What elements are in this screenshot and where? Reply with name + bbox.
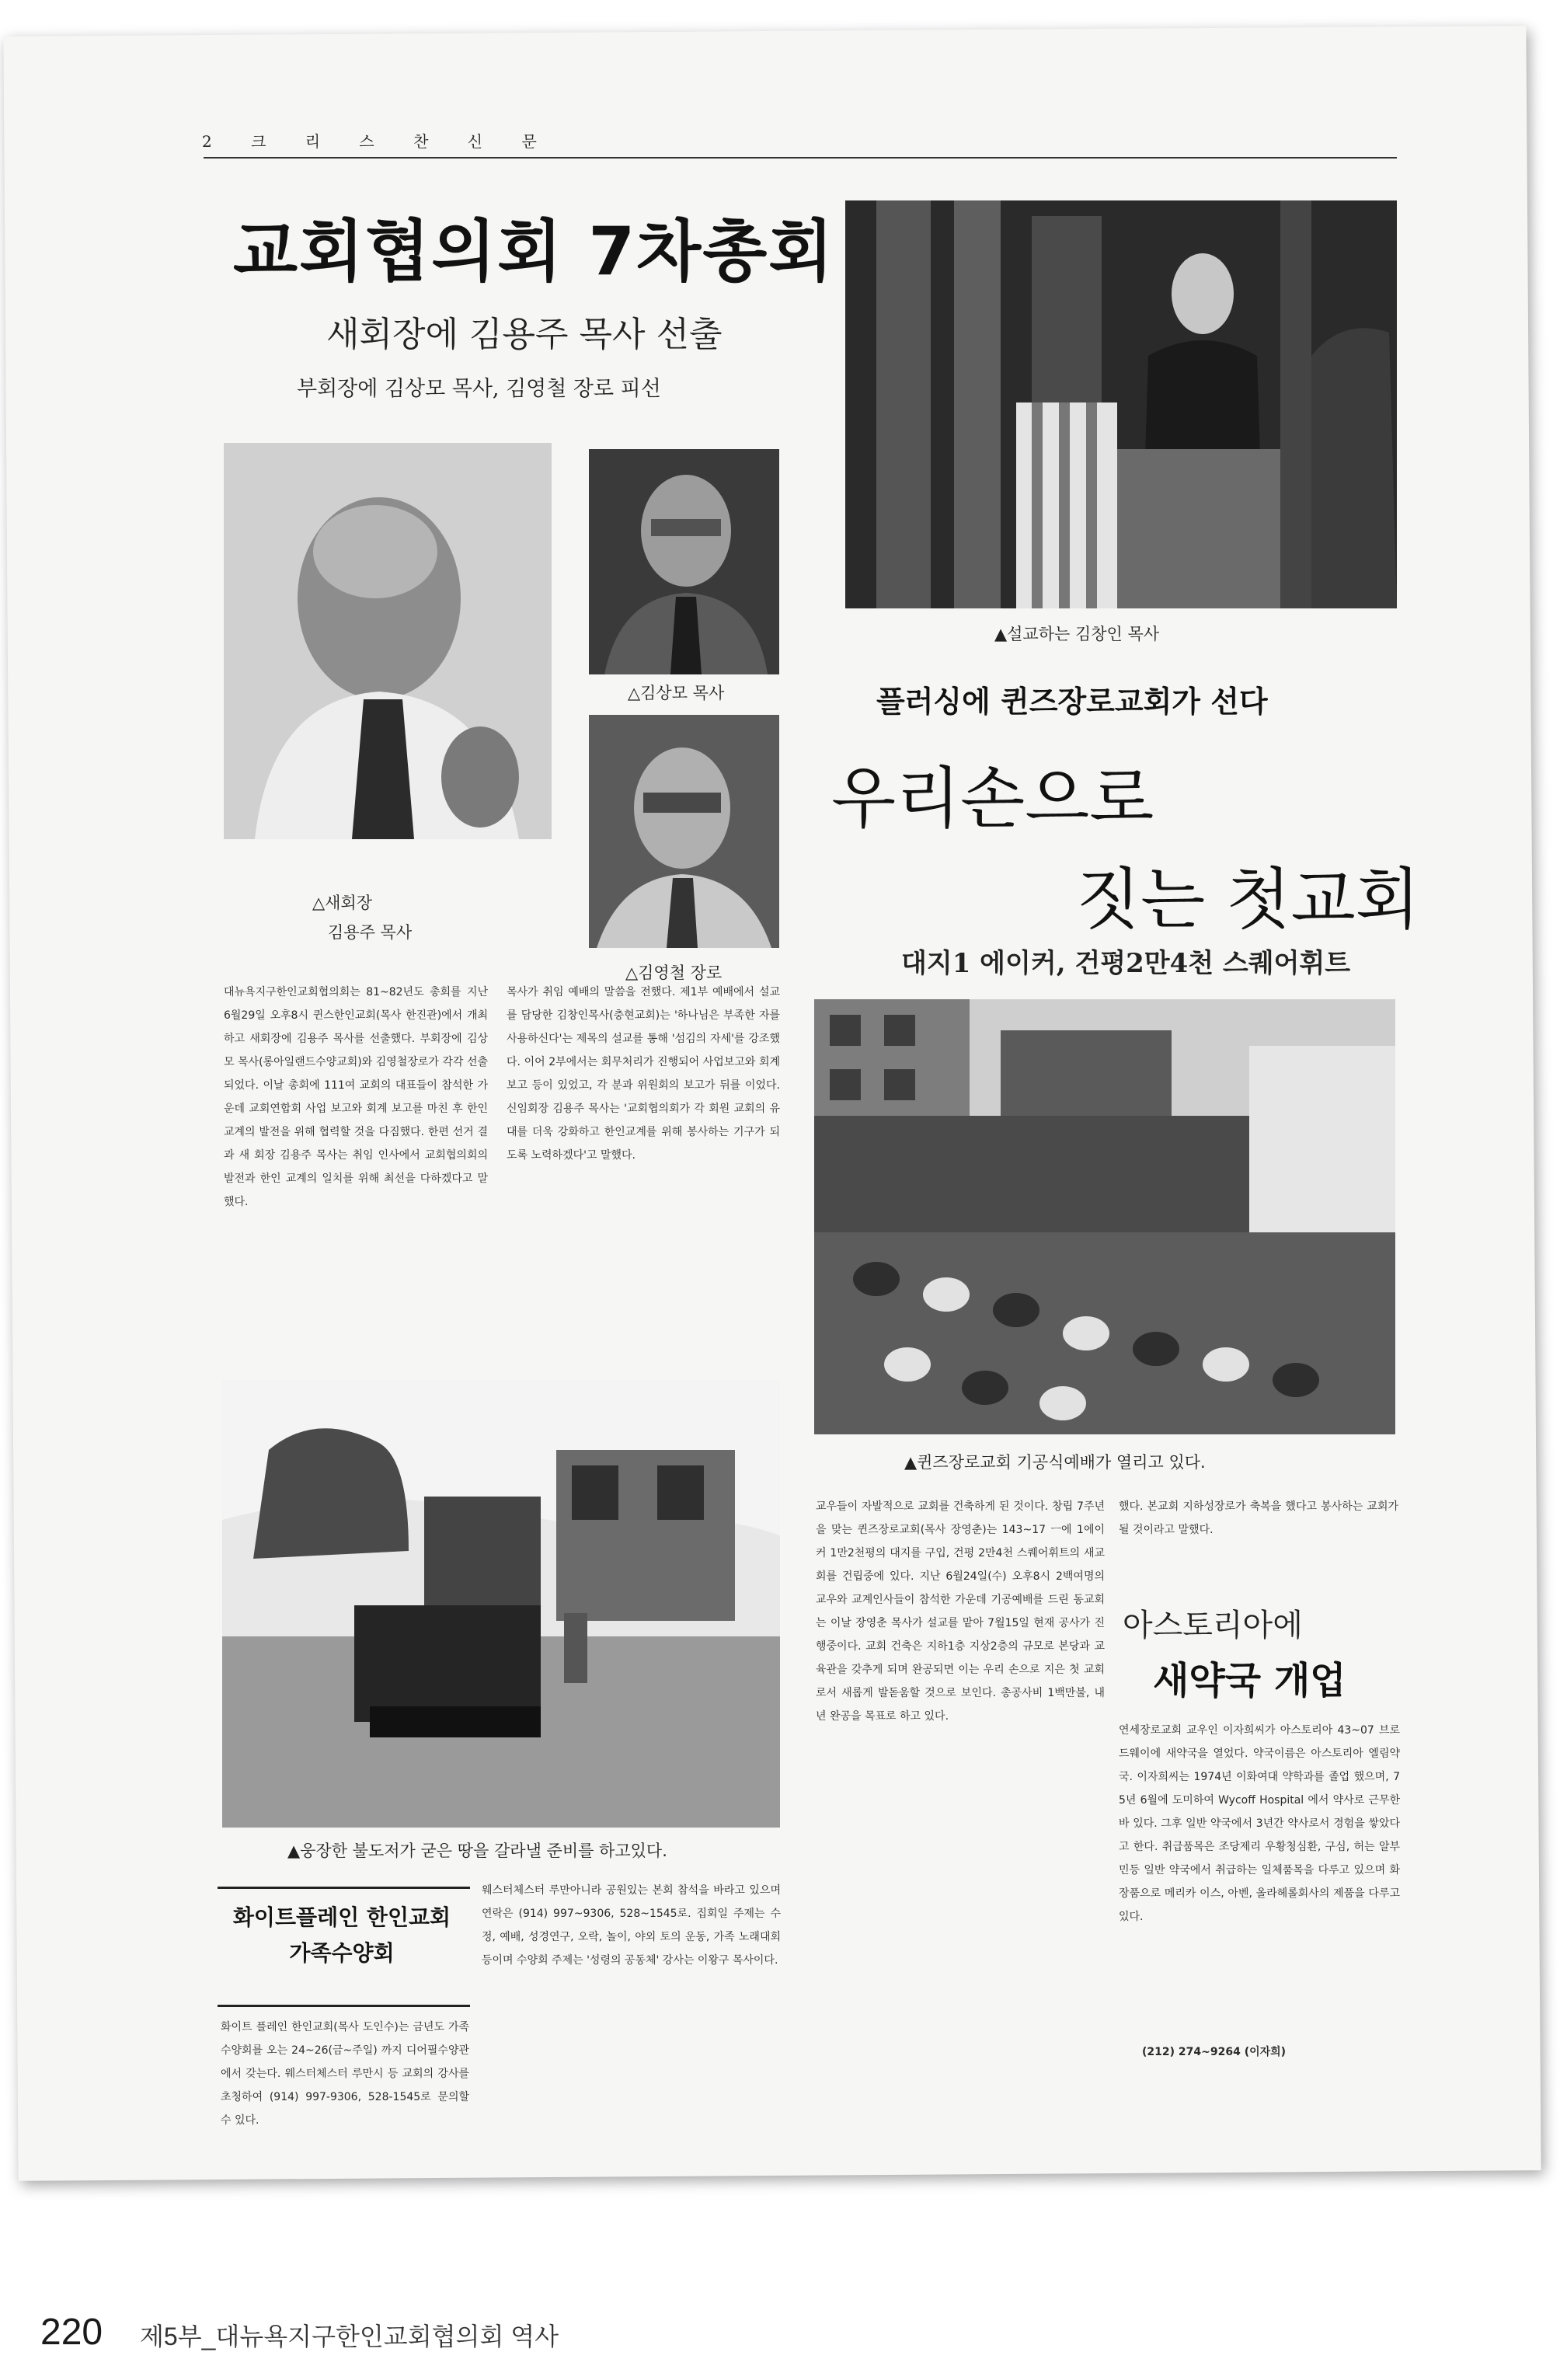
article3-column2-text: 웨스터체스터 루만아니라 공원있는 본회 참석을 바라고 있으며 연락은 (914) 997~9306, 528~1545로. 집회일 주제는 수정, 예배, 성경연구, 오락, 놀이, 야외 토의 운동, 가족 노래대회 등이며 수양회 주제는 '성령의 공동체' 강사는 이왕구 목사이다.: [482, 1884, 781, 1967]
preacher-photo: [845, 200, 1397, 608]
article2-headline-line1: 우리손으로: [831, 760, 1154, 838]
article1-column2: [507, 981, 780, 1377]
article1-subline: 부회장에 김상모 목사, 김영철 장로 피선: [297, 377, 661, 401]
article1-column1: [224, 981, 488, 1377]
article2-deck: 대지1 에이커, 건평2만4천 스퀘어휘트: [901, 948, 1351, 979]
groundbreaking-caption: ▲퀸즈장로교회 기공식예배가 열리고 있다.: [904, 1453, 1206, 1472]
book-section-title: 제5부_대뉴욕지구한인교회협의회 역사: [140, 2323, 559, 2350]
president-portrait-photo: [224, 443, 552, 839]
article2-column1: [816, 1495, 1105, 2067]
article1-column1-text: 대뉴욕지구한인교회협의회는 81~82년도 총회를 지난 6월29일 오후8시 퀸스한인교회(목사 한진관)에서 개최하고 새회장에 김용주 목사를 선출했다. 부회장에 김상모 목사(롱아일랜드수양교회)와 김영철장로가 각각 선출되었다. 이날 총회에 111여 교회의 대표들이 참석한 가운데 교회연합회 사업 보고와 회계 보고를 마친 후 한인 교계의 발전을 위해 협력할 것을 다짐했다. 한편 선거 결과 새 회장 김용주 목사는 취임 인사에서 교회협의회의 발전과 한인 교계의 일치를 위해 최선을 다하겠다고 말했다.: [224, 986, 488, 1208]
bulldozer-caption: ▲웅장한 불도저가 굳은 땅을 갈라낼 준비를 하고있다.: [287, 1842, 667, 1860]
article3-title-line1: 화이트플레인 한인교회: [232, 1904, 451, 1930]
article4-headline: 새약국 개업: [1153, 1659, 1346, 1702]
article4-phone: (212) 274~9264 (이자희): [1142, 2046, 1287, 2058]
article1-column2-text: 목사가 취임 예배의 말씀을 전했다. 제1부 예배에서 설교를 담당한 김창인목사(충현교회)는 '하나님은 부족한 자를 사용하신다'는 제목의 설교를 통해 '섬김의 자세'를 강조했다. 이어 2부에서는 회무처리가 진행되어 사업보고와 회계보고 등이 있었고, 각 분과 위원회의 보고가 뒤를 이었다. 신임회장 김용주 목사는 '교회협의회가 각 회원 교회의 유대를 더욱 강화하고 한인교계를 위해 봉사하는 기구가 되도록 노력하겠다'고 말했다.: [507, 986, 780, 1162]
article4-column-text: 연세장로교회 교우인 이자희씨가 아스토리아 43~07 브로드웨이에 새약국을 열었다. 약국이름은 아스토리아 엘림약국. 이자희씨는 1974년 이화여대 약학과를 졸업 했으며, 75년 6월에 도미하여 Wycoff Hospital 에서 약사로 근무한바 있다. 그후 일반 약국에서 3년간 약사로서 경험을 쌓았다고 한다. 취급품목은 조당제리 우황청심환, 구심, 허는 알부민등 일반 약국에서 취급하는 일체품목을 다루고 있으며 화장품으로 메리카 이스, 아벤, 올라헤롤회사의 제품을 다루고 있다.: [1119, 1724, 1400, 1923]
article2-column2-text: 했다. 본교회 지하성장로가 축복을 했다고 봉사하는 교회가 될 것이라고 말했다.: [1119, 1500, 1398, 1536]
article2-column1-text: 교우들이 자발적으로 교회를 건축하게 된 것이다. 창립 7주년을 맞는 퀸즈장로교회(목사 장영춘)는 143~17 ㅡ에 1에이커 1만2천평의 대지를 구입, 건평 2만4천 스퀘어휘트의 새교회를 건립중에 있다. 지난 6월24일(수) 오후8시 2백여명의 교우와 교계인사들이 참석한 가운데 기공예배를 드린 동교회는 이날 장영춘 목사가 설교를 맡아 7월15일 현재 공사가 진행중이다. 교회 건축은 지하1층 지상2층의 규모로 본당과 교육관을 갖추게 되며 완공되면 이는 우리 손으로 지은 첫 교회로서 새롭게 발돋움할 것으로 보인다. 총공사비 1백만불, 내년 완공을 목표로 하고 있다.: [816, 1500, 1105, 1723]
president-caption-line2: 김용주 목사: [328, 923, 413, 942]
vice-president2-caption: △김영철 장로: [625, 963, 723, 982]
article4-pre-title: 아스토리아에: [1123, 1608, 1303, 1643]
vice-president1-portrait-photo: [589, 449, 779, 674]
article3-column2: [482, 1879, 781, 2065]
article1-title: 교회협의회 7차총회: [233, 213, 835, 291]
masthead-rule: [204, 157, 1397, 159]
president-caption-line1: △새회장: [312, 894, 373, 912]
preacher-caption: ▲설교하는 김창인 목사: [994, 625, 1160, 643]
vice-president1-caption: △김상모 목사: [628, 684, 725, 702]
vice-president2-portrait-photo: [589, 715, 779, 948]
article3-column1-text: 화이트 플레인 한인교회(목사 도인수)는 금년도 가족수양회를 오는 24~26(금~주일) 까지 디어필수양관에서 갖는다. 웨스터체스터 루만시 등 교회의 강사를 초청하여 (914) 997-9306, 528-1545로 문의할 수 있다.: [221, 2021, 469, 2127]
article3-title-line2: 가족수양회: [289, 1940, 395, 1966]
groundbreaking-photo: [814, 999, 1395, 1434]
bulldozer-photo: [222, 1380, 780, 1828]
article4-column: [1119, 1719, 1400, 2030]
article3-rule-bottom: [218, 2005, 470, 2007]
article3-rule-top: [218, 1887, 470, 1889]
page-number: 220: [40, 2312, 103, 2353]
newspaper-masthead: 2 크 리 스 찬 신 문: [202, 132, 554, 151]
article2-kicker: 플러싱에 퀸즈장로교회가 선다: [876, 685, 1268, 719]
article3-column1: [221, 2016, 469, 2127]
article2-headline-line2: 짓는 첫교회: [1076, 861, 1420, 939]
article1-subtitle: 새회장에 김용주 목사 선출: [326, 315, 723, 354]
article2-column2: [1119, 1495, 1398, 1588]
